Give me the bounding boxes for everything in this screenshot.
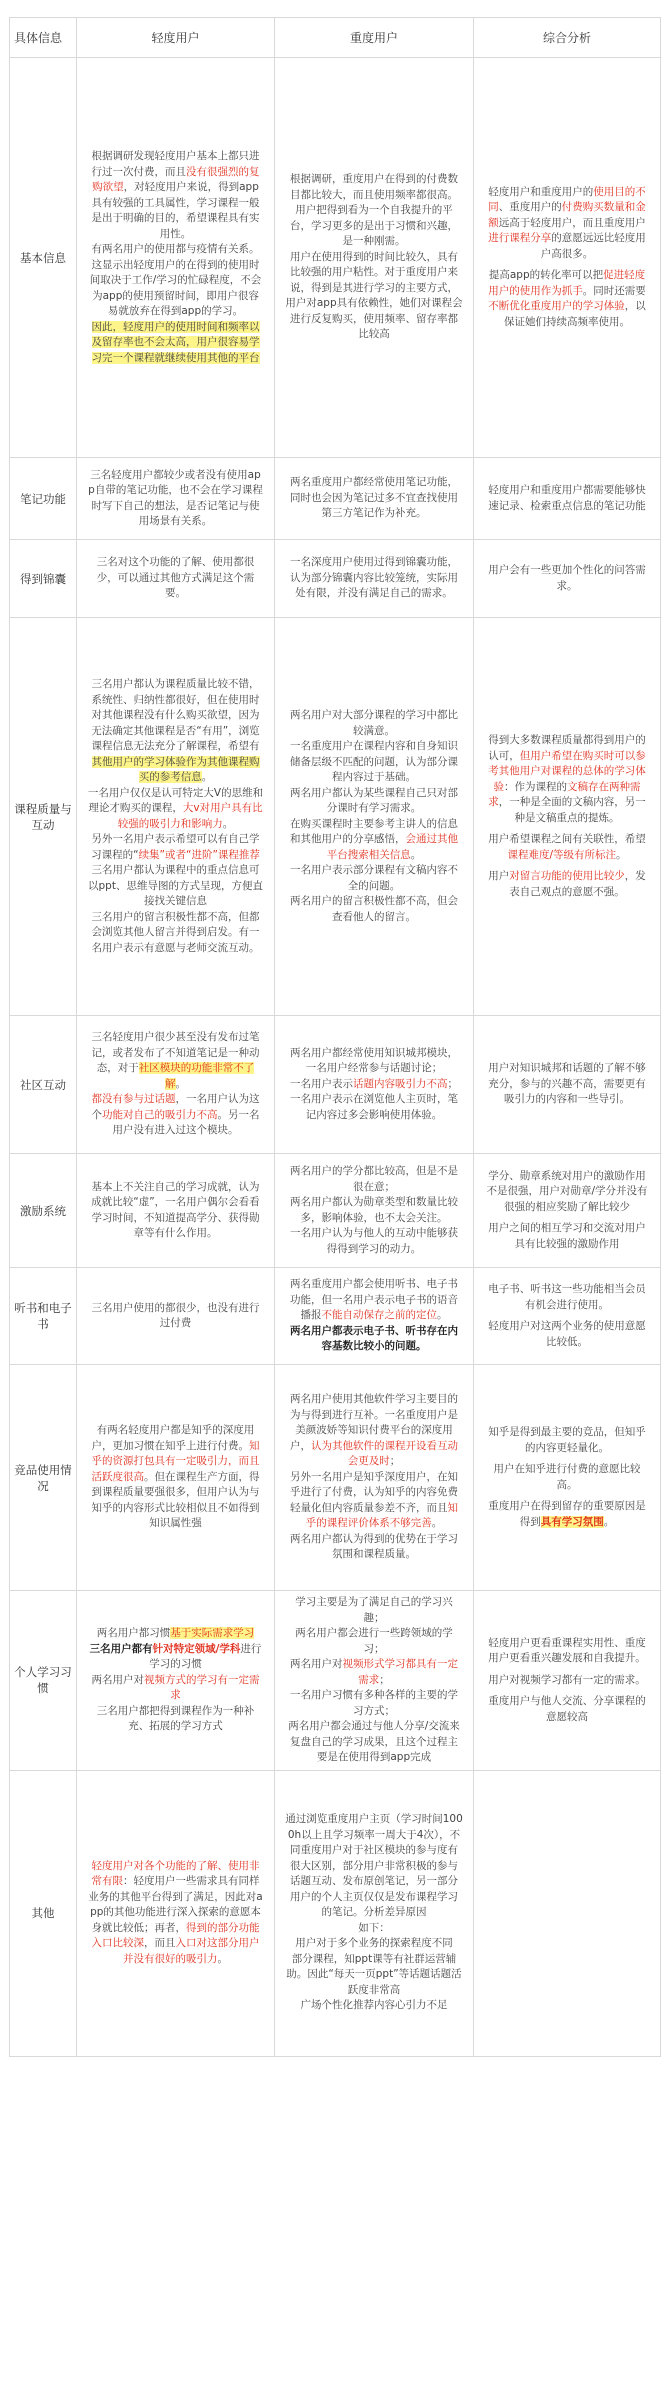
text-segment: 学习主要是为了满足自己的学习兴趣； [295, 1596, 453, 1624]
text-segment: 两名重度用户都经常使用笔记功能，同时也会因为笔记过多不宜查找使用第三方笔记作为补充。 [290, 476, 458, 520]
text-segment: 两名重度用户都会使用听书、电子书功能，但一名用户表示电子书的语音播报 [290, 1278, 458, 1322]
text-segment: 视频方式的学习有一定需求 [144, 1673, 260, 1701]
text-segment: 一名重度用户在课程内容和自身知识储备层级不匹配的问题，认为部分课程内容过于基础。 [290, 740, 458, 783]
text-segment: 根据调研，重度用户在得到的付费数目都比较大，而且使用频率都很高。用户把得到看为一个自我提升的平台，学习更多的是出于习惯和兴趣，是一种刚需。 [290, 173, 458, 248]
cell-paragraph [285, 1470, 463, 1532]
cell-paragraph [285, 1595, 463, 1626]
cell-paragraph [285, 1626, 463, 1657]
text-segment: 一名深度用户使用过得到锦囊功能，认为部分锦囊内容比较笼统，实际用处有限，并没有满足自己的需求。 [290, 556, 458, 600]
text-segment: 一名用户表示 [290, 1077, 353, 1090]
text-segment: 。同时还需要 [582, 284, 646, 297]
header-heavy-user: 重度用户 [275, 18, 474, 58]
text-segment: 社区模块的功能非常不了解 [138, 1062, 255, 1090]
cell-paragraph [285, 863, 463, 894]
cell-analysis [474, 1365, 661, 1591]
cell-paragraph [484, 1694, 650, 1725]
table-row [10, 1268, 661, 1365]
cell-light [77, 1268, 275, 1365]
cell-heavy [275, 1591, 474, 1771]
text-segment: ，一名用户认为这个 [91, 1093, 260, 1121]
cell-paragraph [484, 1061, 650, 1108]
text-segment: 促进轻度用户的使用作为抓手 [488, 269, 646, 297]
cell-analysis [474, 618, 661, 1016]
text-segment: 认为其他软件的课程开设看互动会更及时 [311, 1439, 458, 1468]
text-segment: 。 [222, 817, 234, 830]
cell-paragraph [285, 1952, 463, 1999]
text-segment: 因此，轻度用户的使用时间和频率以及留存率也不会太高，用户很容易学习完一个课程就继续使用其他的平台 [91, 320, 260, 364]
cell-paragraph [285, 1921, 463, 1937]
text-segment: 三名轻度用户很少甚至没有发布过笔记，或者发布了不知道笔记是一种动态，对于 [91, 1031, 260, 1075]
table-row [10, 1591, 661, 1771]
cell-paragraph [285, 1046, 463, 1077]
row-label: 个人学习习惯 [10, 1591, 77, 1771]
text-segment: 两名用户对 [290, 1658, 343, 1670]
text-segment: 付费购买数量和金额 [488, 201, 646, 229]
cell-paragraph [285, 475, 463, 522]
cell-analysis [474, 1268, 661, 1365]
text-segment: 功能对自己的吸引力不高 [102, 1108, 218, 1121]
text-segment: 但用户希望在购买时可以参考其他用户对课程的总体的学习体验 [488, 749, 646, 793]
cell-paragraph [484, 1462, 650, 1493]
text-segment: ，而且 [144, 1937, 176, 1950]
text-segment: 三名用户都把得到课程作为一种补充、拓展的学习方式 [96, 1704, 255, 1732]
cell-paragraph [87, 1704, 264, 1735]
text-segment: 有两名用户的使用都与疫情有关系。这显示出轻度用户的在得到的使用时间取决于工作/学习的忙碌程度，不会为app的使用预留时间，即用户很容易就放弃在得到app的学习。 [89, 243, 262, 317]
text-segment: 远高于轻度用户，而且重度用户 [498, 216, 646, 229]
cell-paragraph [87, 1626, 264, 1642]
text-segment: 。 [437, 1309, 448, 1322]
text-segment: 会通过其他平台搜索相关信息 [326, 833, 458, 861]
text-segment: 对留言功能的使用比较少 [509, 870, 625, 882]
text-segment: 。 [603, 1515, 615, 1528]
cell-heavy [275, 458, 474, 540]
cell-paragraph [87, 1301, 264, 1332]
text-segment: ，一种是全面的文稿内容，另一种是文稿重点的提炼。 [498, 796, 646, 824]
text-segment: 、重度用户的 [498, 201, 562, 214]
cell-heavy [275, 58, 474, 458]
cell-light [77, 1154, 275, 1268]
text-segment: 进行学习的习惯 [149, 1642, 262, 1670]
text-segment: 根据调研发现轻度用户基本上都只进行过一次付费，而且 [91, 150, 260, 178]
cell-paragraph [484, 1636, 650, 1667]
text-segment: 通过浏览重度用户主页（学习时间1000h以上且学习频率一周大于4次），不同重度用户对于社区模块的参与度有很大区别，部分用户非常积极的参与话题互动、发布原创笔记，另一部分用户的个人主页仅仅是发布课程学习的笔记。分析差异原因 [285, 1813, 463, 1919]
text-segment: 都没有参与过话题 [91, 1093, 176, 1106]
text-segment: 文稿存在两种需求 [488, 780, 641, 808]
cell-analysis [474, 540, 661, 618]
cell-paragraph [285, 1936, 463, 1952]
text-segment: 。 [616, 848, 627, 861]
cell-paragraph [285, 1226, 463, 1257]
cell-paragraph [87, 1092, 264, 1139]
cell-light [77, 540, 275, 618]
cell-heavy [275, 1365, 474, 1591]
cell-paragraph [285, 1688, 463, 1719]
text-segment: 三名轻度用户都较少或者没有使用app自带的笔记功能，也不会在学习课程时写下自己的想法，是否记笔记与使用场景有关系。 [88, 468, 263, 527]
cell-paragraph [285, 817, 463, 864]
cell-paragraph [285, 1719, 463, 1766]
table-row [10, 1365, 661, 1591]
cell-paragraph [484, 185, 650, 263]
cell-paragraph [285, 1392, 463, 1470]
cell-heavy [275, 1016, 474, 1154]
cell-paragraph [87, 863, 264, 910]
text-segment: 在购买课程时主要参考主讲人的信息和其他用户的分享感悟， [290, 817, 458, 845]
cell-paragraph [285, 172, 463, 250]
cell-paragraph [285, 708, 463, 739]
cell-paragraph [484, 1673, 650, 1689]
text-segment: ：作为课程的 [504, 780, 567, 793]
text-segment: 两名用户都表示电子书、听书存在内容基数比较小的问题。 [290, 1324, 458, 1353]
cell-paragraph [484, 733, 650, 826]
text-segment: 不断优化重度用户的学习体验 [488, 300, 625, 313]
text-segment: 三名对这个功能的了解、使用都很少，可以通过其他方式满足这个需要。 [96, 556, 255, 600]
cell-light [77, 1770, 275, 2056]
cell-paragraph [484, 1169, 650, 1216]
cell-paragraph [484, 563, 650, 594]
cell-paragraph [285, 1077, 463, 1093]
text-segment: ； [389, 1455, 401, 1468]
text-segment: 两名用户都经常使用知识城邦模块，一名用户经常参与话题讨论； [290, 1046, 458, 1075]
cell-heavy [275, 540, 474, 618]
cell-paragraph [87, 555, 264, 602]
cell-paragraph [87, 786, 264, 833]
text-segment: ，对轻度用户来说，得到app具有较强的工具属性，学习课程一般是出于明确的目的，希望课程具有实用性。 [91, 181, 260, 240]
cell-paragraph [87, 1859, 264, 1968]
text-segment: 大v对用户具有比较强的吸引力和影响力 [117, 802, 263, 830]
cell-light [77, 1591, 275, 1771]
text-segment: 轻度用户和重度用户的 [488, 185, 594, 198]
text-segment: 续集”或者“进阶”课程推荐 [138, 848, 260, 861]
cell-heavy [275, 618, 474, 1016]
text-segment: 用户对视频学习都有一定的需求。 [488, 1673, 646, 1686]
text-segment: 学分、勋章系统对用户的激励作用不是很强，用户对勋章/学分并没有很强的相应奖励了解比较少 [486, 1169, 648, 1213]
cell-paragraph [87, 910, 264, 957]
text-segment: 广场个性化推荐内容心引力不足 [300, 1999, 448, 2012]
cell-paragraph [87, 242, 264, 320]
text-segment: 用户对于多个业务的探索程度不同 [295, 1937, 453, 1950]
cell-paragraph [285, 1657, 463, 1688]
cell-heavy [275, 1770, 474, 2056]
row-label: 笔记功能 [10, 458, 77, 540]
cell-paragraph [285, 1998, 463, 2014]
cell-analysis [474, 1770, 661, 2056]
cell-paragraph [285, 1164, 463, 1195]
text-segment: 两名用户都认为得到的优势在于学习氛围和课程质量。 [290, 1532, 458, 1561]
cell-paragraph [87, 149, 264, 242]
text-segment: 知乎的课程评价体系不够完善 [305, 1501, 458, 1530]
text-segment: 如下： [358, 1921, 390, 1934]
row-label: 社区互动 [10, 1016, 77, 1154]
header-analysis: 综合分析 [474, 18, 661, 58]
text-segment: 另外一名用户是知乎深度用户，在知乎进行了付费，认为知乎的内容免费轻量化但内容质量参差不齐，而且 [290, 1470, 458, 1514]
cell-heavy [275, 1154, 474, 1268]
table-row [10, 1154, 661, 1268]
text-segment: 得到的部分功能入口比较深 [91, 1921, 260, 1950]
user-research-table [9, 17, 661, 2057]
cell-paragraph [87, 1180, 264, 1242]
cell-light [77, 58, 275, 458]
cell-paragraph [484, 1319, 650, 1350]
text-segment: 三名用户的留言积极性都不高，但都会浏览其他人留言并得到启发。有一名用户表示有意愿与老师交流互动。 [91, 910, 260, 954]
text-segment: 用户 [488, 870, 510, 882]
text-segment: 知乎是得到最主要的竞品，但知乎的内容更轻量化。 [488, 1426, 646, 1454]
text-segment: 。 [410, 848, 422, 861]
row-label: 得到锦囊 [10, 540, 77, 618]
cell-paragraph [285, 1532, 463, 1563]
row-label: 听书和电子书 [10, 1268, 77, 1365]
text-segment: 另外一名用户表示希望可以有自己学习课程的“ [91, 833, 260, 861]
text-segment: 进行课程分享 [488, 232, 552, 245]
row-label: 基本信息 [10, 58, 77, 458]
cell-analysis [474, 58, 661, 458]
cell-paragraph [285, 1324, 463, 1355]
table-row [10, 1770, 661, 2056]
table-body [10, 58, 661, 2057]
text-segment: 一名用户认为与他人的互动中能够获得得到学习的动力。 [290, 1227, 458, 1255]
cell-analysis [474, 1591, 661, 1771]
cell-paragraph [87, 832, 264, 863]
text-segment: 电子书、听书这一些功能相当会员有机会进行使用。 [488, 1283, 646, 1311]
text-segment: 三名用户都认为课程质量比较不错，系统性、归纳性都很好，但在使用时对其他课程没有什么购买欲望，因为无法确定其他课程是否“有用”，浏览课程信息无法充分了解课程，希望有 [91, 678, 260, 752]
text-segment: 两名用户对 [91, 1673, 144, 1686]
cell-light [77, 458, 275, 540]
text-segment: 三名用户都有 [89, 1642, 153, 1655]
text-segment: 知乎的资源打包具有一定吸引力，而且活跃度很高 [91, 1439, 260, 1483]
table-row [10, 540, 661, 618]
text-segment: 用户之间的相互学习和交流对用户具有比较强的激励作用 [488, 1222, 646, 1250]
cell-heavy [275, 1268, 474, 1365]
text-segment: 部分课程，知ppt课等有社群运营辅助。因此“每天一页ppt”等话题话题活跃度非常高 [286, 1952, 462, 1996]
row-label: 激励系统 [10, 1154, 77, 1268]
cell-paragraph [484, 1221, 650, 1252]
table-row [10, 458, 661, 540]
cell-paragraph [285, 1195, 463, 1226]
text-segment: 话题内容吸引力不高 [353, 1077, 448, 1090]
text-segment: 用户希望课程之间有关联性，希望 [488, 833, 646, 845]
cell-paragraph [87, 1642, 264, 1673]
text-segment: 两名用户都会通过与他人分享/交流来复盘自己的学习成果，且这个过程主要是在使用得到app完成 [288, 1720, 460, 1763]
text-segment: 轻度用户更看重课程实用性、重度用户更看重兴趣发展和自我提升。 [488, 1636, 646, 1664]
text-segment: ，以保证她们持续高频率使用。 [504, 300, 646, 328]
text-segment: 用户会有一些更加个性化的问答需求。 [488, 564, 646, 592]
text-segment: 。 [175, 1077, 186, 1090]
text-segment: ：轻度用户一些需求具有同样业务的其他平台得到了满足，因此对app的其他功能进行深入探索的意愿本身就比较低；再者， [88, 1875, 263, 1934]
table-row [10, 618, 661, 1016]
text-segment: 基于实际需求学习 [170, 1627, 255, 1639]
text-segment: 。 [217, 1952, 228, 1965]
cell-light [77, 1016, 275, 1154]
text-segment: 。 [201, 771, 213, 783]
cell-light [77, 1365, 275, 1591]
cell-paragraph [484, 869, 650, 900]
cell-paragraph [87, 1030, 264, 1092]
text-segment: 一名用户表示在浏览他人主页时，笔记内容过多会影响使用体验。 [290, 1093, 458, 1121]
text-segment: 视频形式学习都具有一定需求 [342, 1658, 458, 1686]
text-segment: 使用目的不同 [488, 185, 646, 214]
row-label: 其他 [10, 1770, 77, 2056]
cell-analysis [474, 1154, 661, 1268]
cell-paragraph [285, 1277, 463, 1324]
cell-paragraph [484, 268, 650, 330]
text-segment: 入口对这部分用户并没有很好的吸引力 [123, 1937, 260, 1965]
text-segment: ； [447, 1077, 458, 1090]
row-label: 竞品使用情况 [10, 1365, 77, 1591]
text-segment: 两名用户都认为某些课程自己只对部分课时有学习需求。 [290, 786, 458, 814]
text-segment: 两名用户都认为勋章类型和数量比较多，影响体验，也不太会关注。 [290, 1196, 458, 1224]
cell-paragraph [285, 894, 463, 925]
text-segment: 用户对知识城邦和话题的了解不够充分，参与的兴趣不高，需要更有吸引力的内容和一些导引。 [488, 1062, 646, 1106]
table-row [10, 1016, 661, 1154]
header-info: 具体信息 [10, 18, 77, 58]
cell-paragraph [87, 677, 264, 786]
text-segment: 一名用户表示部分课程有文稿内容不全的问题。 [290, 864, 458, 892]
cell-analysis [474, 458, 661, 540]
cell-paragraph [87, 320, 264, 367]
text-segment: 没有很强烈的复购欲望 [92, 165, 260, 193]
cell-paragraph [87, 468, 264, 530]
text-segment: 轻度用户和重度用户都需要能够快速记录、检索重点信息的笔记功能 [488, 484, 646, 512]
cell-paragraph [87, 1423, 264, 1532]
text-segment: 一名用户习惯有多种各样的主要的学习方式； [290, 1689, 458, 1717]
text-segment: 三名用户都认为课程中的重点信息可以ppt、思维导图的方式呈现，方便直接找关键信息 [88, 864, 263, 907]
cell-paragraph [285, 250, 463, 343]
text-segment: 用户在知乎进行付费的意愿比较高。 [493, 1463, 641, 1491]
text-segment: 。 [431, 1517, 443, 1530]
cell-paragraph [285, 739, 463, 786]
text-segment: 具有学习氛围 [540, 1515, 604, 1528]
cell-paragraph [484, 483, 650, 514]
text-segment: 的意愿远远比轻度用户高很多。 [540, 232, 646, 260]
cell-paragraph [484, 1425, 650, 1456]
text-segment: 提高app的转化率可以把 [488, 269, 604, 282]
text-segment: 得到大多数课程质量都得到用户的认可， [488, 734, 646, 762]
text-segment: 两名用户的留言积极性都不高，但会查看他人的留言。 [290, 895, 458, 923]
text-segment: 轻度用户对这两个业务的使用意愿比较低。 [488, 1320, 646, 1348]
cell-paragraph [484, 832, 650, 863]
text-segment: 基本上不关注自己的学习成就，认为成就比较“虚”，一名用户偶尔会看看学习时间，不知道提高学分、获得勋章等有什么作用。 [91, 1180, 260, 1239]
text-segment: 三名用户使用的都很少，也没有进行过付费 [91, 1301, 260, 1329]
text-segment: 。另一名用户没有进入过这个模块。 [112, 1108, 260, 1137]
row-label: 课程质量与互动 [10, 618, 77, 1016]
text-segment: 一名用户仅仅是认可特定大V的思维和理论才购买的课程， [87, 786, 264, 814]
cell-paragraph [285, 1812, 463, 1921]
text-segment: 有两名轻度用户都是知乎的深度用户，更加习惯在知乎上进行付费。 [91, 1424, 255, 1452]
cell-light [77, 618, 275, 1016]
text-segment: 两名用户使用其他软件学习主要目的为与得到进行互补。一名重度用户是美颜波娇等知识付费平台的深度用户， [290, 1393, 458, 1452]
text-segment: 两名用户对大部分课程的学习中都比较满意。 [290, 709, 458, 737]
text-segment: 重度用户与他人交流、分享课程的意愿较高 [488, 1695, 646, 1723]
text-segment: ； [379, 1673, 390, 1686]
cell-paragraph [484, 1499, 650, 1530]
text-segment: 其他用户的学习体验作为其他课程购买的参考信息 [91, 755, 260, 783]
cell-paragraph [285, 1092, 463, 1123]
cell-paragraph [285, 786, 463, 817]
cell-paragraph [484, 1282, 650, 1313]
header-light-user: 轻度用户 [77, 18, 275, 58]
cell-paragraph [87, 1673, 264, 1704]
cell-analysis [474, 1016, 661, 1154]
text-segment: 不能自动保存之前的定位 [321, 1309, 437, 1322]
header-row [10, 18, 661, 58]
text-segment: 重度用户在得到留存的重要原因是得到 [488, 1500, 646, 1528]
text-segment: 两名用户都会进行一些跨领域的学习； [295, 1627, 453, 1655]
text-segment: 两名用户都习惯 [96, 1627, 171, 1639]
text-segment: 两名用户的学分都比较高，但是不是很在意； [290, 1165, 458, 1193]
text-segment: ，发表自己观点的意愿不强。 [509, 870, 646, 898]
text-segment: 。但在课程生产方面，得到课程质量要强很多，但用户认为与知乎的内容形式比较相似且不如得到知识属性强 [91, 1470, 260, 1530]
text-segment: 轻度用户对各个功能的了解、使用非常有限 [91, 1859, 260, 1888]
table-row [10, 58, 661, 458]
text-segment: 针对特定领域/学科 [152, 1642, 241, 1655]
cell-paragraph [285, 555, 463, 602]
text-segment: 课程难度/等级有所标注 [507, 848, 617, 861]
text-segment: 用户在使用得到的时间比较久，具有比较强的用户粘性。对于重度用户来说，得到是其进行学习的主要方式，用户对app具有依赖性，她们对课程会进行反复购买，使用频率、留存率都比较高 [285, 250, 463, 341]
